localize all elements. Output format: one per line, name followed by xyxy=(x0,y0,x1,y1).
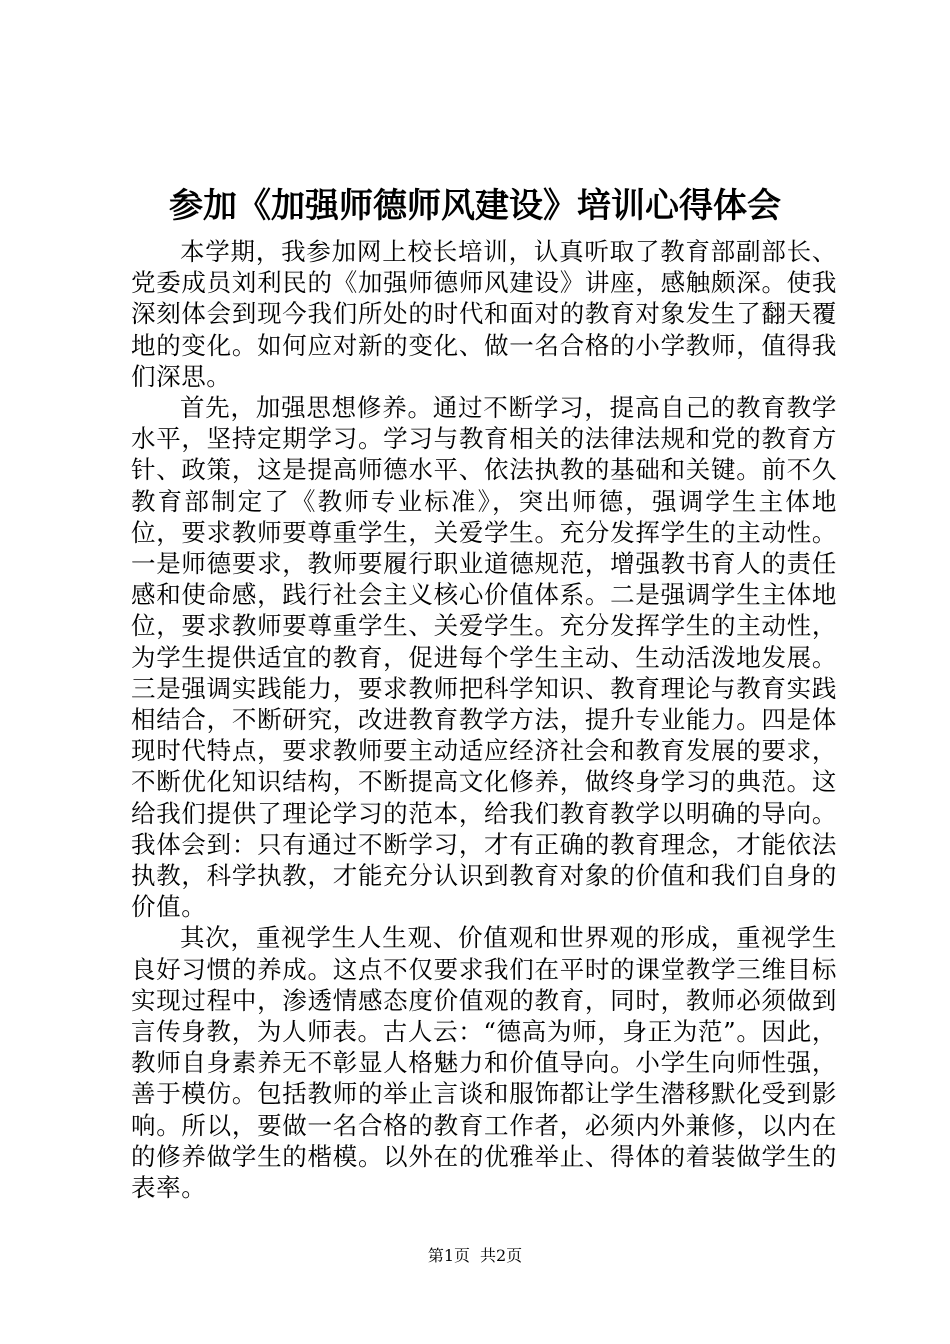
document-title: 参加《加强师德师风建设》培训心得体会 xyxy=(169,186,781,226)
page-number-total: 共2页 xyxy=(480,1246,523,1265)
paragraph-intro: 本学期，我参加网上校长培训，认真听取了教育部副部长、党委成员刘利民的《加强师德师风建设》讲座，感触颇深。使我深刻体会到现今我们所处的时代和面对的教育对象发生了翻天覆地的变化。如何应对新的变化、做一名合格的小学教师，值得我们深思。 xyxy=(131,237,837,391)
document-body xyxy=(131,236,837,1203)
page-footer xyxy=(0,1245,950,1267)
paragraph-first-point: 首先，加强思想修养。通过不断学习，提高自己的教育教学水平，坚持定期学习。学习与教育相关的法律法规和党的教育方针、政策，这是提高师德水平、依法执教的基础和关键。前不久教育部制定了《教师专业标准》，突出师德，强调学生主体地位，要求教师要尊重学生，关爱学生。充分发挥学生的主动性。一是师德要求，教师要履行职业道德规范，增强教书育人的责任感和使命感，践行社会主义核心价值体系。二是强调学生主体地位，要求教师要尊重学生、关爱学生。充分发挥学生的主动性，为学生提供适宜的教育，促进每个学生主动、生动活泼地发展。三是强调实践能力，要求教师把科学知识、教育理论与教育实践相结合，不断研究，改进教育教学方法，提升专业能力。四是体现时代特点，要求教师要主动适应经济社会和教育发展的要求，不断优化知识结构，不断提高文化修养，做终身学习的典范。这给我们提供了理论学习的范本，给我们教育教学以明确的导向。我体会到：只有通过不断学习，才有正确的教育理念，才能依法执教，科学执教，才能充分认识到教育对象的价值和我们自身的价值。 xyxy=(131,393,837,922)
page-number-current: 第1页 xyxy=(427,1246,470,1265)
paragraph-second-point: 其次，重视学生人生观、价值观和世界观的形成，重视学生良好习惯的养成。这点不仅要求我们在平时的课堂教学三维目标实现过程中，渗透情感态度价值观的教育，同时，教师必须做到言传身教，为人师表。古人云：“德高为师，身正为范”。因此，教师自身素养无不彰显人格魅力和价值导向。小学生向师性强，善于模仿。包括教师的举止言谈和服饰都让学生潜移默化受到影响。所以，要做一名合格的教育工作者，必须内外兼修，以内在的修养做学生的楷模。以外在的优雅举止、得体的着装做学生的表率。 xyxy=(131,923,837,1203)
